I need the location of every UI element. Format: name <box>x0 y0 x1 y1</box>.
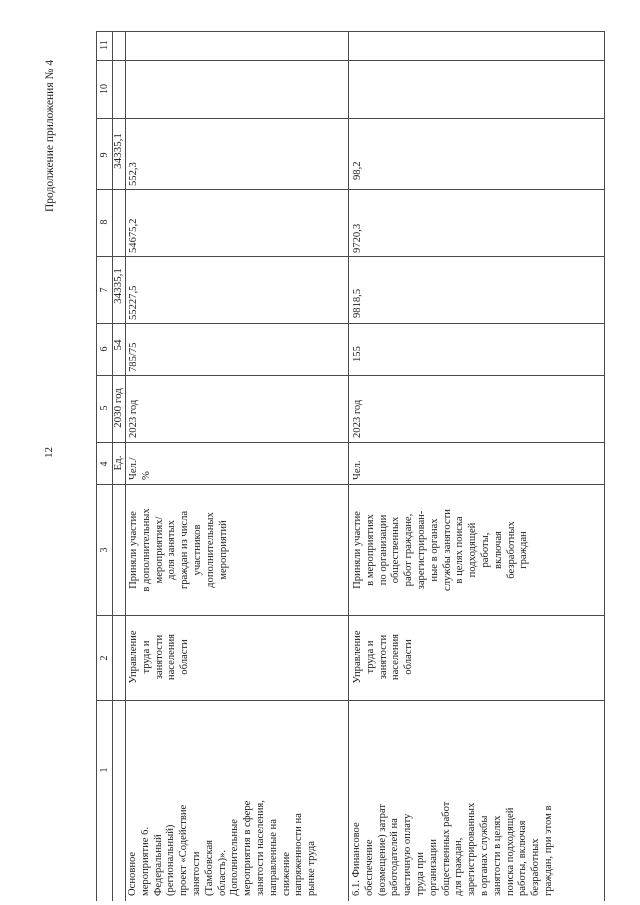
header-col6-value: 54 <box>112 339 124 351</box>
row-1-col7: 55227,5 <box>128 285 139 320</box>
row-1-executor: Управление труда и занятости населения области <box>128 630 191 684</box>
col-number: 5 <box>99 405 110 411</box>
row-1-value: 785/75 <box>128 342 139 372</box>
row-2-executor: Управление труда и занятости населения области <box>352 630 415 684</box>
row-2-value: 155 <box>352 346 363 362</box>
header-unit: Ед. <box>112 455 124 471</box>
table-line <box>96 615 605 616</box>
row-1-unit: Чел./ % <box>128 457 152 480</box>
table-line <box>96 60 605 61</box>
table-line <box>96 700 605 701</box>
col-number: 8 <box>99 219 110 225</box>
row-2-col7: 9818,5 <box>352 288 363 318</box>
row-1-col9: 552,3 <box>128 162 139 186</box>
page-number: 12 <box>43 447 55 458</box>
row-1-indicator: Приняли участие в дополнительных мероприятиях/ доля занятых граждан из числа участников дополнительных мероприятий <box>128 508 229 592</box>
table-line <box>96 256 605 257</box>
table-line <box>604 31 605 901</box>
col-number: 9 <box>99 152 110 158</box>
row-2-year: 2023 год <box>352 399 363 438</box>
col-number: 3 <box>99 547 110 553</box>
row-2-indicator: Приняли участие в мероприятиях по организации общественных работ граждане, зарегистрирован- ные в органах службы занятости в целях поиска подходящей работы, включая безработных граждан <box>352 509 530 591</box>
header-col7-value: 34335,1 <box>112 268 124 304</box>
row-1-year: 2023 год <box>128 399 139 438</box>
row-2-col8: 9720,3 <box>352 223 363 253</box>
table-line <box>96 118 605 119</box>
table-line <box>96 442 605 443</box>
col-number: 4 <box>99 461 110 467</box>
col-number: 10 <box>99 84 110 94</box>
table-line <box>96 375 605 376</box>
table-line <box>348 31 349 901</box>
table-line <box>96 31 605 32</box>
col-number: 1 <box>99 767 110 773</box>
header-col9-value: 34335,1 <box>112 133 124 169</box>
row-2-name: 6.1. Финансовое обеспечение (возмещение) затрат работодателей на частичную оплату труда при организации общественных работ для граждан, зарегистрированных в органах службы занятости в целях поиска подходящей работы, включая безработных граждан, при этом в <box>351 801 554 896</box>
col-number: 7 <box>99 287 110 293</box>
col-number: 2 <box>99 655 110 661</box>
table-line <box>96 189 605 190</box>
continuation-label: Продолжение приложения № 4 <box>44 59 56 212</box>
table-line <box>125 31 126 901</box>
row-1-col8: 54675,2 <box>128 218 139 253</box>
row-2-unit: Чел. <box>352 460 363 480</box>
header-base-year: 2030 год <box>112 388 124 428</box>
table-line <box>96 323 605 324</box>
table-line <box>96 31 97 901</box>
col-number: 6 <box>99 346 110 352</box>
row-2-col9: 98,2 <box>352 161 363 180</box>
col-number: 11 <box>99 40 110 50</box>
table-line <box>96 484 605 485</box>
row-1-name: Основное мероприятие 6. Федеральный (региональный) проект «Содействие занятости (Тамбовская область)». Дополнительные мероприятия в сфере занятости населения, направленные на снижение напряженности на рынке труда <box>127 800 318 896</box>
